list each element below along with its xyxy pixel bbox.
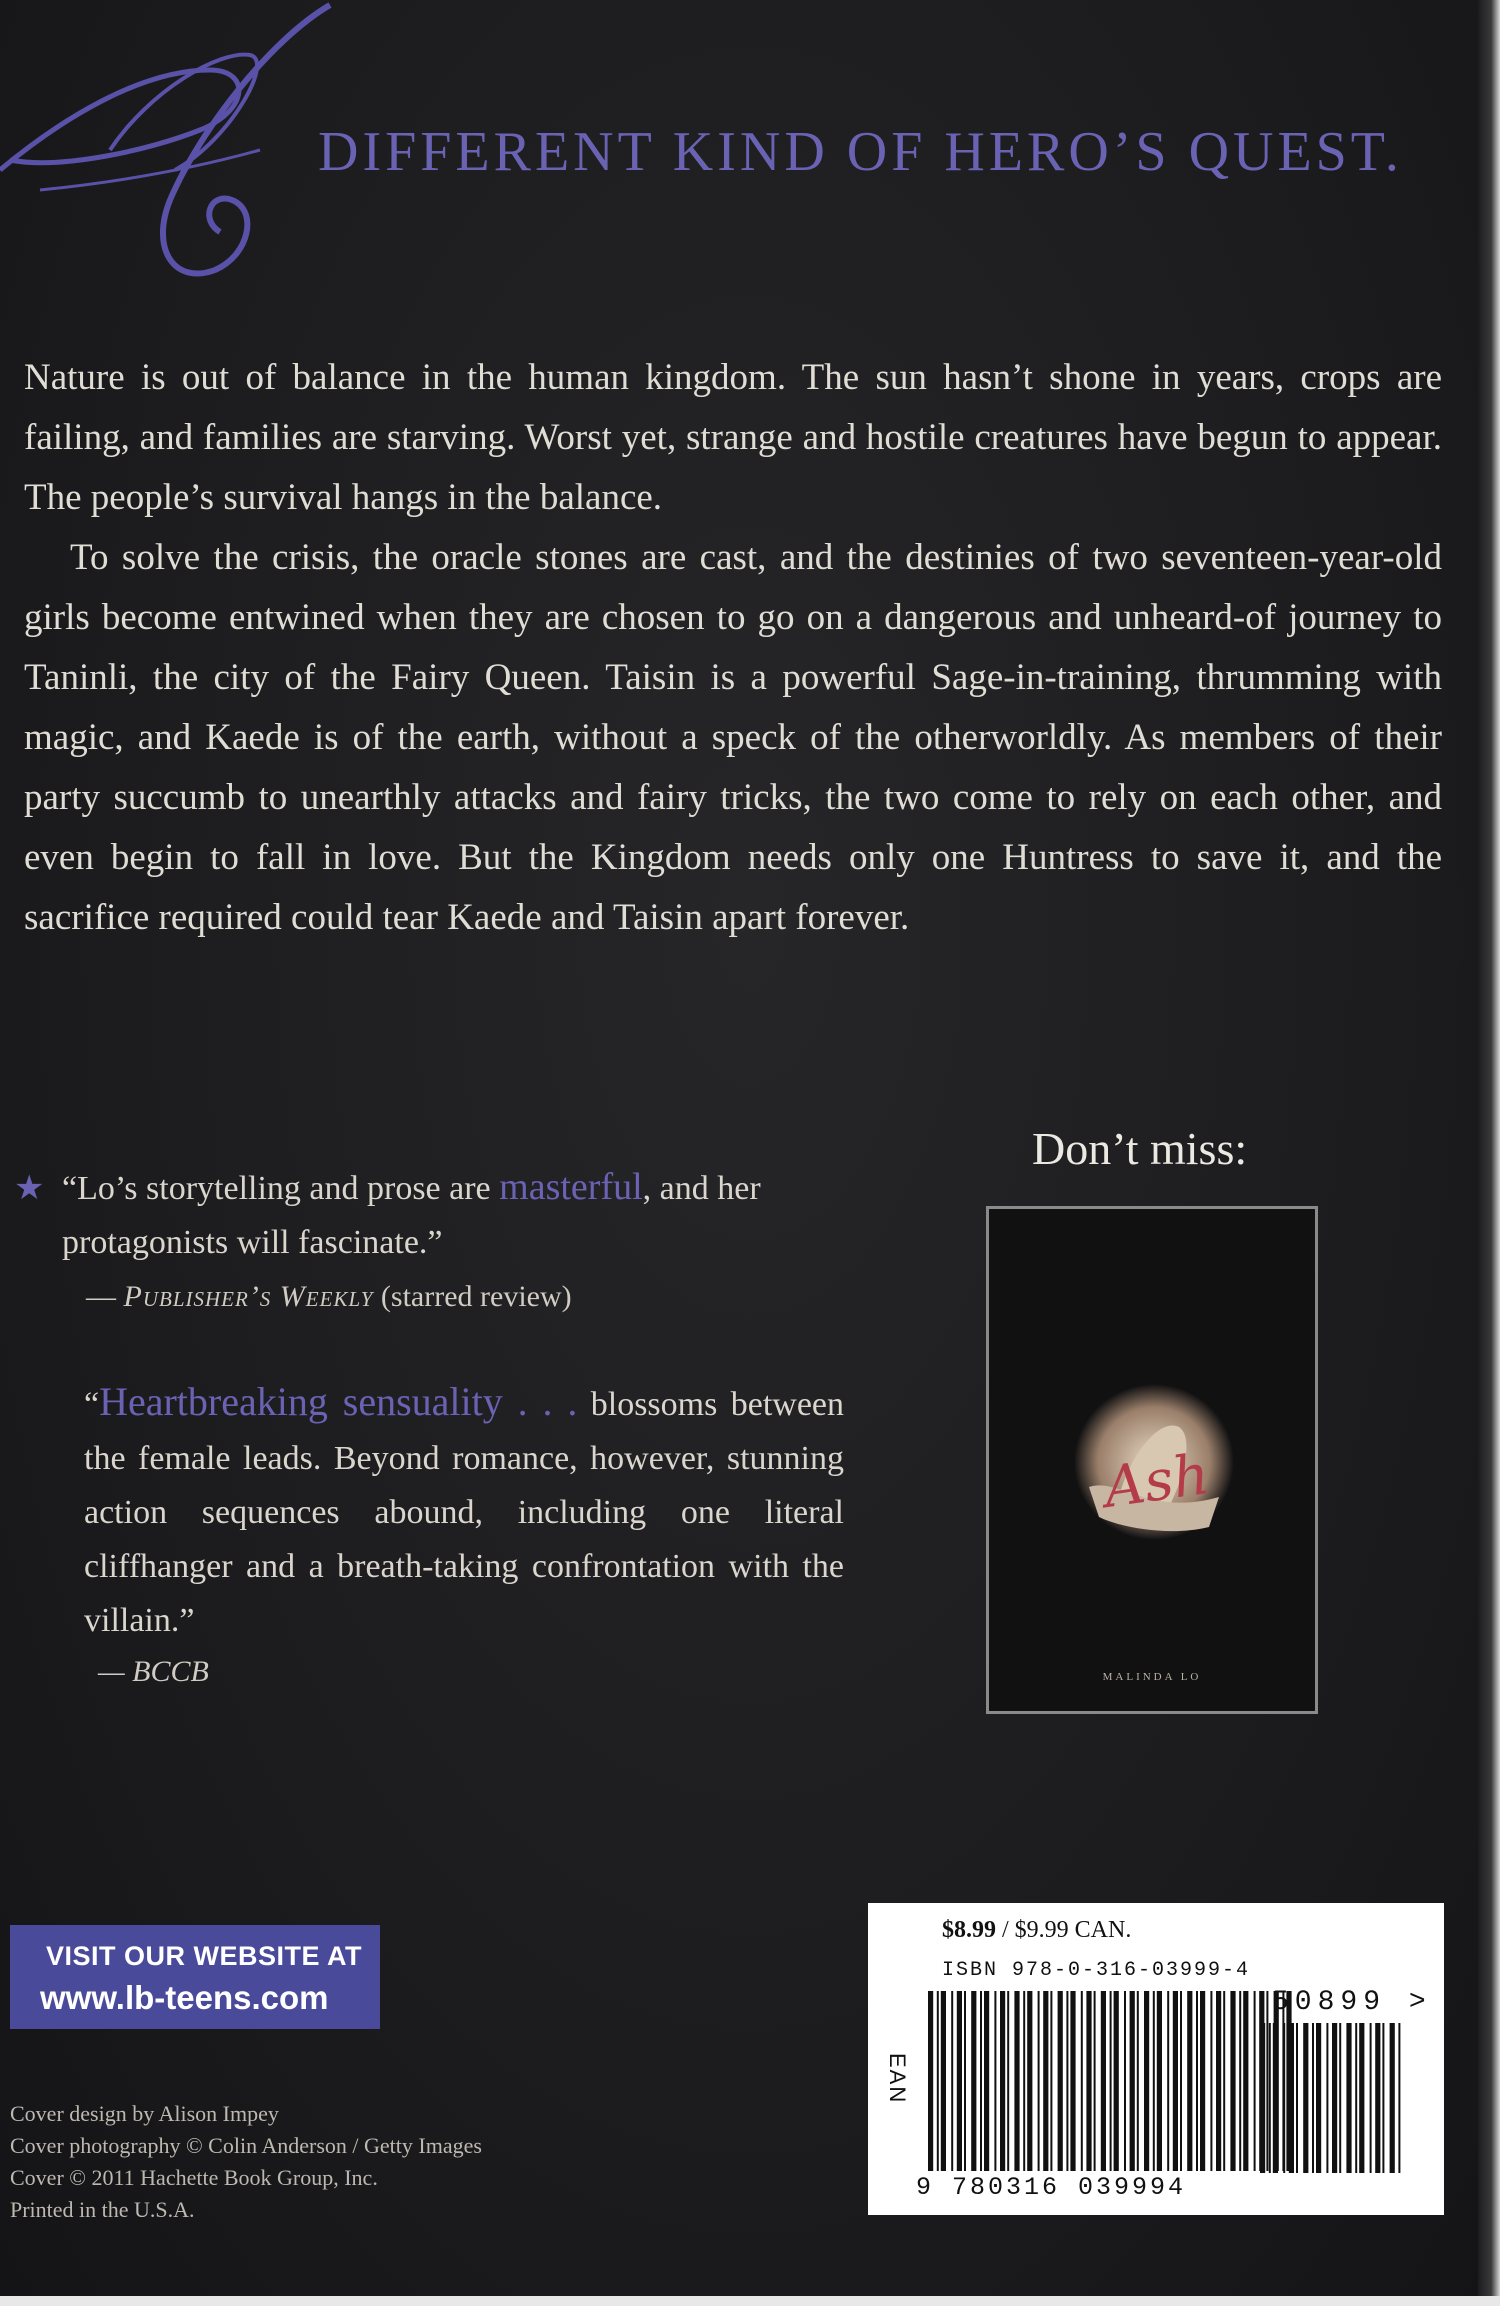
barcode-bar xyxy=(1375,2023,1380,2173)
barcode-bar xyxy=(1187,1991,1192,2171)
barcode-bar xyxy=(1316,2023,1321,2173)
description-paragraph: To solve the crisis, the oracle stones are cast, and the destinies of two seventeen-year-old girls become entwined when they are chosen to go on a dangerous and unheard-of journey to Taninli, the city of the Fairy Queen. Taisin is a powerful Sage-in-training, thrumming with magic, and Kaede is of the earth, without a speck of the otherworldly. As members of their party succumb to unearthly attacks and fairy tricks, the two come to rely on each other, and even begin to fall in love. But the Kingdom needs only one Huntress to save it, and the sacrifice required could tear Kaede and Taisin apart forever. xyxy=(24,537,1442,938)
barcode-bar xyxy=(937,1991,939,2171)
barcode-bar xyxy=(1370,2023,1372,2173)
barcode-bar xyxy=(1332,2023,1337,2173)
website-label: VISIT OUR WEBSITE AT xyxy=(46,1941,363,1971)
page-edge xyxy=(1478,0,1500,2306)
ean-barcode xyxy=(924,1991,1294,2171)
barcode-bar xyxy=(1153,1991,1155,2171)
barcode-bar xyxy=(1196,1991,1198,2171)
barcode-bar xyxy=(1200,1991,1205,2171)
barcode-bar xyxy=(1086,1991,1091,2171)
credit-line: Cover © 2011 Hachette Book Group, Inc. xyxy=(10,2165,378,2190)
barcode-bar xyxy=(1346,2023,1351,2173)
barcode-bar xyxy=(1066,1991,1068,2171)
cover-title: Ash xyxy=(1099,1441,1214,1522)
credit-line: Cover design by Alison Impey xyxy=(10,2101,279,2126)
barcode-bar xyxy=(1007,1991,1009,2171)
review-text: “Lo’s storytelling and prose are xyxy=(62,1170,500,1207)
star-icon: ★ xyxy=(14,1170,45,1207)
barcode-bar xyxy=(1289,2023,1294,2173)
barcode-bar xyxy=(1157,1991,1162,2171)
barcode-bar xyxy=(980,1991,982,2171)
credit-line: Printed in the U.S.A. xyxy=(10,2197,195,2222)
barcode-bar xyxy=(1124,1991,1126,2171)
page-edge xyxy=(0,2296,1500,2306)
description-paragraph: Nature is out of balance in the human kingdom. The sun hasn’t shone in years, crops are failing, and families are starving. Worst yet, strange and hostile creatures have begun to appear. The people’s survival hangs in the balance. xyxy=(24,357,1442,518)
quote-mark: “ xyxy=(84,1386,100,1423)
barcode-bar xyxy=(941,1991,946,2171)
barcode-bar xyxy=(1398,2023,1400,2173)
barcode-bar xyxy=(1355,2023,1357,2173)
book-description xyxy=(24,348,1442,948)
barcode-bar xyxy=(1027,1991,1032,2171)
barcode-bar xyxy=(964,1991,966,2171)
review-highlight: Heartbreaking sensuality . . . xyxy=(99,1379,578,1424)
barcode-bar xyxy=(1390,2023,1395,2173)
review-quote xyxy=(84,1375,844,1648)
website-url[interactable]: www.lb-teens.com xyxy=(40,1979,329,2016)
barcode-bar xyxy=(1050,1991,1052,2171)
review-highlight: masterful xyxy=(499,1166,643,1208)
barcode-bar xyxy=(1382,2023,1384,2173)
barcode-bar xyxy=(1110,1991,1112,2171)
publication-name: Publisher’s Weekly xyxy=(123,1280,374,1313)
barcode-bar xyxy=(951,1991,953,2171)
barcode-bar xyxy=(1101,1991,1106,2171)
barcode-bar xyxy=(994,1991,996,2171)
review-attribution: — BCCB xyxy=(98,1655,209,1688)
barcode-bar xyxy=(1000,1991,1005,2171)
barcode-bar xyxy=(928,1991,933,2171)
barcode-bar xyxy=(1014,1991,1019,2171)
attribution-dash: — xyxy=(86,1280,124,1313)
barcode-bar xyxy=(1094,1991,1096,2171)
barcode-bar xyxy=(1230,1991,1235,2171)
review-text: blossoms between the female leads. Beyond romance, however, stunning action sequences abound, including one literal cliffhanger and a breath-taking confrontation with the villain.” xyxy=(84,1386,844,1639)
barcode-panel xyxy=(868,1903,1444,2215)
price-us: $8.99 xyxy=(942,1917,996,1943)
barcode-bar xyxy=(1239,1991,1241,2171)
barcode-bar xyxy=(1273,2023,1278,2173)
barcode-bar xyxy=(1210,1991,1212,2171)
price-supplement-code: 50899 > xyxy=(1272,1987,1432,2018)
website-banner[interactable] xyxy=(10,1925,380,2029)
barcode-bar xyxy=(1243,1991,1248,2171)
tagline: DIFFERENT KIND OF HERO’S QUEST. xyxy=(318,121,1403,183)
barcode-bar xyxy=(1180,1991,1182,2171)
barcode-bar xyxy=(1167,1991,1169,2171)
barcode-bar xyxy=(1216,1991,1221,2171)
barcode-bar xyxy=(1038,1991,1040,2171)
barcode-digits: 9 780316 039994 xyxy=(916,2173,1187,2202)
price-can: $9.99 CAN. xyxy=(1014,1917,1132,1943)
barcode-bar xyxy=(1114,1991,1119,2171)
review-text: , and her protagonists will fascinate.” xyxy=(62,1170,761,1261)
barcode-bar xyxy=(1296,2023,1298,2173)
cover-author: MALINDA LO xyxy=(1102,1671,1202,1683)
barcode-bar xyxy=(1130,1991,1135,2171)
review-note: (starred review) xyxy=(373,1280,572,1313)
barcode-bar xyxy=(984,1991,989,2171)
price xyxy=(942,1917,1131,1944)
cover-credits xyxy=(10,2098,482,2226)
barcode-bar xyxy=(1260,2023,1265,2173)
barcode-bar xyxy=(1144,1991,1149,2171)
barcode-bar xyxy=(1283,2023,1285,2173)
barcode-bar xyxy=(1070,1991,1075,2171)
barcode-bar xyxy=(1023,1991,1025,2171)
barcode-bar xyxy=(1173,1991,1178,2171)
barcode-bar xyxy=(1326,2023,1328,2173)
dont-miss-heading: Don’t miss: xyxy=(1032,1123,1248,1174)
barcode-bar xyxy=(1359,2023,1364,2173)
ean-label: EAN xyxy=(885,2053,910,2105)
price-separator: / xyxy=(996,1917,1015,1943)
review-quote xyxy=(62,1160,842,1270)
book-cover-thumbnail xyxy=(986,1206,1318,1714)
barcode-bar xyxy=(1339,2023,1341,2173)
barcode-bar xyxy=(1058,1991,1063,2171)
barcode-bar xyxy=(1137,1991,1139,2171)
barcode-bar xyxy=(971,1991,976,2171)
isbn-number: ISBN 978-0-316-03999-4 xyxy=(942,1959,1251,1982)
barcode-bar xyxy=(1223,1991,1225,2171)
barcode-bar xyxy=(1043,1991,1048,2171)
credit-line: Cover photography © Colin Anderson / Getty Images xyxy=(10,2133,482,2158)
supplement-barcode xyxy=(1256,2023,1406,2173)
barcode-bar xyxy=(1081,1991,1083,2171)
barcode-bar xyxy=(1312,2023,1314,2173)
review-attribution xyxy=(86,1280,572,1314)
barcode-bar xyxy=(1303,2023,1308,2173)
barcode-bar xyxy=(1269,2023,1271,2173)
barcode-bar xyxy=(957,1991,962,2171)
